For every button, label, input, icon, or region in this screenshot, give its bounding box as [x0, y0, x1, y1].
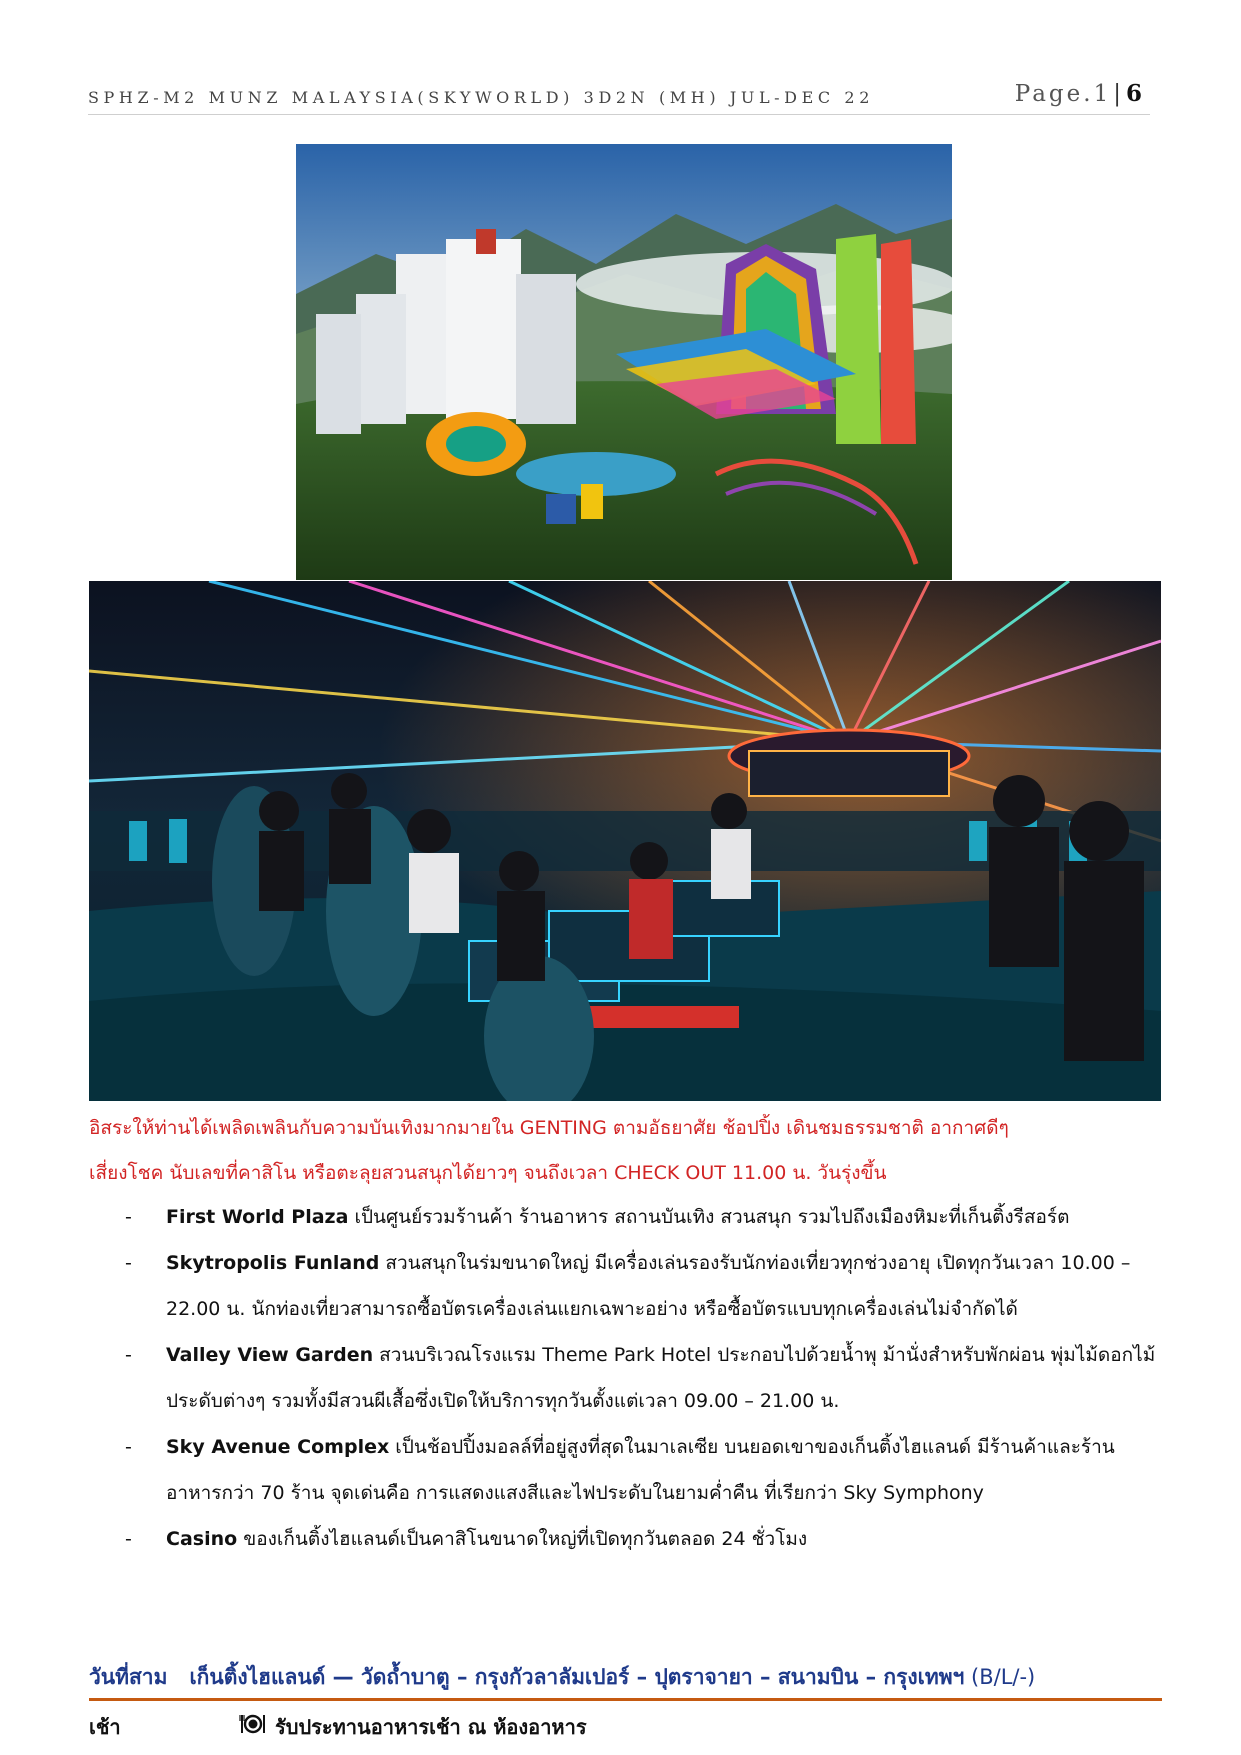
attraction-item — [120, 1240, 1170, 1332]
intro-line-2: เสี่ยงโชค นับเลขที่คาสิโน หรือตะลุยสวนสนุกได้ยาวๆ จนถึงเวลา CHECK OUT 11.00 น. วันรุ่งขึ้น — [89, 1162, 887, 1184]
page-indicator — [1015, 80, 1142, 107]
list-dash: - — [125, 1206, 132, 1228]
attraction-name: Skytropolis Funland — [166, 1252, 380, 1274]
attraction-description: เป็นศูนย์รวมร้านค้า ร้านอาหาร สถานบันเทิง สวนสนุก รวมไปถึงเมืองหิมะที่เก็นติ้งรีสอร์ต — [348, 1206, 1070, 1228]
attraction-name: Sky Avenue Complex — [166, 1436, 390, 1458]
day-meals: (B/L/-) — [964, 1665, 1036, 1689]
schedule-row — [89, 1711, 1159, 1745]
attraction-item — [120, 1194, 1170, 1240]
attraction-item — [120, 1516, 1170, 1562]
page-number: 1 — [1093, 81, 1112, 107]
schedule-activity: รับประทานอาหารเช้า ณ ห้องอาหาร — [275, 1715, 587, 1739]
attractions-list — [120, 1194, 1170, 1562]
attraction-item — [120, 1332, 1170, 1424]
page-separator: | — [1113, 81, 1124, 107]
list-dash: - — [125, 1252, 132, 1274]
intro-line-1: อิสระให้ท่านได้เพลิดเพลินกับความบันเทิงมากมายใน GENTING ตามอัธยาศัย ช้อปปิ้ง เดินชมธรรมชาติ อากาศดีๆ — [89, 1117, 1009, 1139]
schedule-time: เช้า — [89, 1715, 121, 1739]
day-route: เก็นติ้งไฮแลนด์ — วัดถ้ำบาตู – กรุงกัวลาลัมเปอร์ – ปุตราจายา – สนามบิน – กรุงเทพฯ — [189, 1665, 965, 1689]
casino-interior-photo — [89, 581, 1161, 1101]
attraction-description: ของเก็นติ้งไฮแลนด์เป็นคาสิโนขนาดใหญ่ที่เปิดทุกวันตลอด 24 ชั่วโมง — [237, 1528, 808, 1550]
attraction-name: First World Plaza — [166, 1206, 349, 1228]
genting-resort-photo — [296, 144, 952, 580]
list-dash: - — [125, 1344, 132, 1366]
attraction-item — [120, 1424, 1170, 1516]
page-label: Page. — [1014, 81, 1094, 107]
attraction-description: สวนบริเวณโรงแรม Theme Park Hotel ประกอบไปด้วยน้ำพุ ม้านั่งสำหรับพักผ่อน พุ่มไม้ดอกไม้ประดับต่างๆ รวมทั้งมีสวนผีเสื้อซึ่งเปิดให้บริการทุกวันตั้งแต่เวลา 09.00 – 21.00 น. — [166, 1344, 1156, 1412]
attraction-name: Casino — [166, 1528, 238, 1550]
attraction-description: เป็นช้อปปิ้งมอลล์ที่อยู่สูงที่สุดในมาเลเซีย บนยอดเขาของเก็นติ้งไฮแลนด์ มีร้านค้าและร้านอาหารกว่า 70 ร้าน จุดเด่นคือ การแสดงแสงสีและไฟประดับในยามค่ำคืน ที่เรียกว่า Sky Symphony — [166, 1436, 1115, 1504]
day-label: วันที่สาม — [89, 1665, 168, 1689]
day-divider — [89, 1698, 1162, 1701]
list-dash: - — [125, 1436, 132, 1458]
header-title: SPHZ-M2 MUNZ MALAYSIA(SKYWORLD) 3D2N (MH) JUL-DEC 22 — [88, 88, 874, 107]
free-time-intro — [89, 1106, 1159, 1196]
page-header — [88, 80, 1150, 115]
attraction-name: Valley View Garden — [166, 1344, 374, 1366]
attraction-description: สวนสนุกในร่มขนาดใหญ่ มีเครื่องเล่นรองรับนักท่องเที่ยวทุกช่วงอายุ เปิดทุกวันเวลา 10.00 – 22.00 น. นักท่องเที่ยวสามารถซื้อบัตรเครื่องเล่นแยกเฉพาะอย่าง หรือซื้อบัตรแบบทุกเครื่องเล่นไม่จำกัดได้ — [166, 1252, 1131, 1320]
page-total: 6 — [1125, 80, 1142, 107]
list-dash: - — [125, 1528, 132, 1550]
day-three-heading — [89, 1661, 1159, 1694]
dining-icon — [239, 1712, 267, 1736]
